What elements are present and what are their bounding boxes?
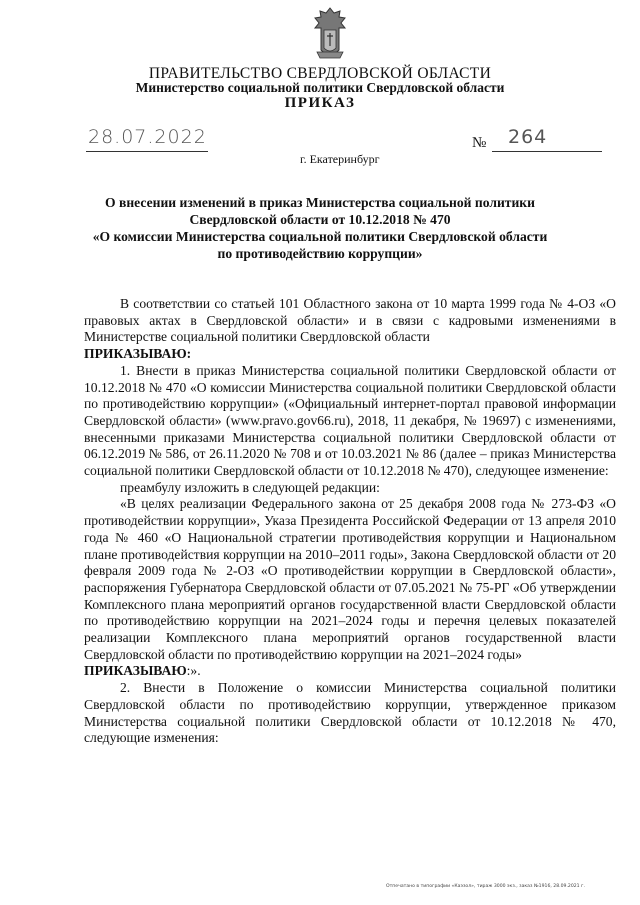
print-note: Отпечатано в типографии «Каэзол», тираж 3000 экз., заказ №1916, 28.09.2021 г.: [386, 884, 585, 889]
item-2-paragraph: 2. Внести в Положение о комиссии Министерства социальной политики Свердловской области по противодействию коррупции, утвержденное приказом Министерства социальной политики Свердловской области от 10.12.2018 № 470, следующие изменения:: [84, 680, 616, 746]
document-type: ПРИКАЗ: [284, 95, 356, 111]
title-line: по противодействию коррупции»: [217, 246, 423, 261]
item-1-paragraph: 1. Внести в приказ Министерства социальной политики Свердловской области от 10.12.2018 № 470 «О комиссии Министерства социальной политики Свердловской области по противодействию коррупции» («Официальный интернет-портал правовой информации Свердловской области» (www.pravo.gov66.ru), 2018, 11 декабря, № 19697) с изменениями, внесенными приказами Министерства социальной политики Свердловской области от 06.12.2019 № 586, от 26.11.2020 № 708 и от 10.03.2021 № 86 (далее – приказ Министерства социальной политики Свердловской области от 10.12.2018 № 470), следующее изменение:: [84, 362, 616, 479]
new-preamble-text: «В целях реализации Федерального закона от 25 декабря 2008 года № 273-ФЗ «О противодействии коррупции», Указа Президента Российской Федерации от 13 апреля 2010 года № 460 «О Национальной стратегии противодействия коррупции и Национальном плане противодействия коррупции на 2010–2011 годы», Закона Свердловской области от 20 февраля 2009 года № 2-ОЗ «О противодействии коррупции в Свердловской области», распоряжения Губернатора Свердловской области от 07.05.2021 № 75-РГ «Об утверждении Комплексного плана мероприятий органов государственной власти Свердловской области по противодействию коррупции на 2021–2024 годы и перечня целевых показателей реализации Комплексного плана мероприятий органов государственной власти Свердловской области по противодействию коррупции на 2021–2024 годы»: [84, 496, 616, 662]
order-directive-quoted: [84, 663, 616, 680]
city: г. Екатеринбург: [300, 152, 380, 166]
preamble-paragraph: В соответствии со статьей 101 Областного закона от 10 марта 1999 года № 4-ОЗ «О правовых актах в Свердловской области» и в связи с кадровыми изменениями в Министерстве социальной политики Свердловской области: [84, 296, 616, 345]
title-line: «О комиссии Министерства социальной политики Свердловской области: [92, 229, 548, 244]
coat-of-arms-emblem: [307, 6, 353, 64]
order-directive-tail: :».: [186, 663, 201, 679]
number-underline: [492, 151, 602, 152]
order-date: 28.07.2022: [88, 126, 207, 148]
title-line: Свердловской области от 10.12.2018 № 470: [189, 212, 451, 227]
order-directive: ПРИКАЗЫВАЮ:: [84, 346, 192, 362]
ministry-name: Министерство социальной политики Свердловской области: [135, 80, 505, 95]
order-title: [0, 194, 640, 262]
order-number: 264: [508, 126, 548, 148]
number-sign: №: [472, 135, 487, 151]
government-name: ПРАВИТЕЛЬСТВО СВЕРДЛОВСКОЙ ОБЛАСТИ: [148, 65, 492, 82]
date-underline: [86, 151, 208, 152]
order-body: [84, 296, 616, 747]
order-directive-word: ПРИКАЗЫВАЮ: [84, 663, 187, 679]
preamble-instruction: преамбулу изложить в следующей редакции:: [120, 479, 380, 495]
title-line: О внесении изменений в приказ Министерства социальной политики: [105, 195, 535, 210]
